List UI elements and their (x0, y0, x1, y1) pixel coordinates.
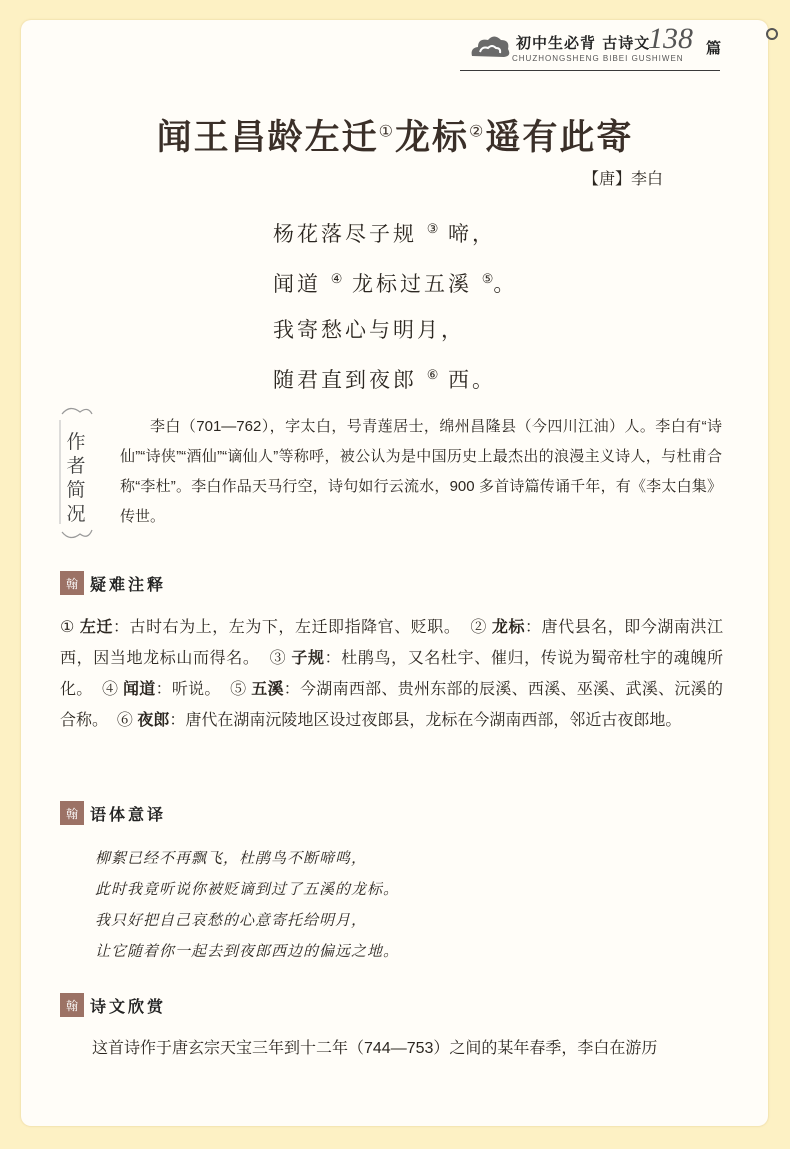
note-ref: ③ (426, 222, 439, 237)
note-num: ③ (269, 650, 287, 667)
note-text: ：唐代县名，即今湖南洪江西，因当地龙标山而得名。 (60, 619, 723, 667)
note-ref: ④ (330, 272, 343, 287)
translation-heading (60, 800, 166, 826)
title-note-ref: ① (378, 121, 395, 141)
note-term: 子规 (291, 650, 325, 667)
appreciation-heading-label: 诗文欣赏 (90, 996, 167, 1016)
translation-line: 此时我竟听说你被贬谪到过了五溪的龙标。 (95, 880, 400, 898)
note-term: 左迁 (79, 619, 113, 636)
title-part: 龙标 (394, 117, 469, 158)
poem-text: 啼， (448, 222, 497, 246)
note-term: 龙标 (491, 619, 526, 636)
side-char: 简 (66, 479, 86, 501)
title-part: 闻王昌龄左迁 (156, 117, 379, 158)
translation-heading-label: 语体意译 (90, 804, 167, 824)
poem-body (273, 207, 517, 403)
author-bio: 李白（701—762），字太白，号青莲居士，绵州昌隆县（今四川江油）人。李白有“诗仙”“诗侠”“酒仙”“谪仙人”等称呼，被公认为是中国历史上最杰出的浪漫主义诗人，与杜甫合称“李杜”。李白作品天马行空，诗句如行云流水，900 多首诗篇传诵千年，有《李太白集》传世。 (120, 418, 722, 525)
notes-heading (60, 570, 166, 596)
note-ref: ⑥ (426, 368, 439, 383)
note-ref: ⑤ (481, 272, 494, 287)
translation-line: 柳絮已经不再飘飞，杜鹃鸟不断啼鸣， (95, 849, 368, 867)
poem-text: 。 (493, 272, 518, 296)
poem-line (273, 353, 517, 403)
poem-text: 杨花落尽子规 (273, 222, 417, 246)
poem-text: 我寄愁心与明月， (273, 318, 465, 342)
title-note-ref: ② (469, 121, 486, 141)
translation-line: 让它随着你一起去到夜郎西边的偏远之地。 (95, 942, 400, 960)
note-term: 五溪 (251, 681, 284, 698)
section-badge-icon: 翰 (60, 993, 84, 1017)
appreciation-body: 这首诗作于唐玄宗天宝三年到十二年（744—753）之间的某年春季，李白在游历 (92, 1040, 658, 1057)
note-num: ⑤ (230, 681, 247, 698)
poem-line (273, 207, 517, 257)
note-text: ：今湖南西部、贵州东部的辰溪、西溪、巫溪、武溪、沅溪的合称。 (60, 681, 723, 729)
poem-line (273, 307, 517, 353)
notes-heading-label: 疑难注释 (90, 574, 167, 594)
poem-text: 闻道 (273, 272, 321, 296)
note-num: ④ (102, 681, 119, 698)
page-header (460, 22, 780, 82)
poem-text: 西。 (448, 368, 497, 392)
note-term: 闻道 (123, 681, 156, 698)
header-dot-icon (766, 28, 778, 40)
series-unit: 篇 (706, 39, 722, 57)
side-label-text (65, 430, 87, 526)
cloud-ornament-icon (468, 30, 512, 64)
note-item (60, 619, 460, 636)
note-item (117, 712, 682, 729)
poem-author: 【唐】李白 (583, 169, 664, 188)
note-text: ：杜鹃鸟，又名杜宇、催归，传说为蜀帝杜宇的魂魄所化。 (60, 650, 723, 698)
section-badge-icon: 翰 (60, 571, 84, 595)
poem-line (273, 257, 517, 307)
appreciation-heading (60, 992, 166, 1018)
poem-text: 随君直到夜郎 (273, 368, 417, 392)
note-num: ② (470, 619, 487, 636)
poem-title (0, 110, 790, 160)
translation-body (95, 843, 399, 967)
series-title: 初中生必背 古诗文 (516, 34, 651, 52)
note-text: ：唐代在湖南沅陵地区设过夜郎县，龙标在今湖南西部，邻近古夜郎地。 (169, 712, 682, 729)
note-term: 夜郎 (137, 712, 170, 729)
section-badge-icon: 翰 (60, 801, 84, 825)
header-rule (460, 70, 720, 71)
title-part: 遥有此寄 (485, 117, 634, 158)
note-item (102, 681, 221, 698)
note-text: ：听说。 (155, 681, 221, 698)
side-char: 作 (66, 431, 86, 453)
translation-line: 我只好把自己哀愁的心意寄托给明月， (95, 911, 368, 929)
author-side-label (58, 402, 100, 542)
series-count: 138 (648, 22, 693, 55)
poem-text: 龙标过五溪 (352, 272, 473, 296)
note-num: ⑥ (116, 712, 133, 729)
side-char: 况 (66, 503, 86, 525)
note-num: ① (60, 619, 75, 636)
notes-body (60, 612, 723, 736)
series-pinyin: CHUZHONGSHENG BIBEI GUSHIWEN (512, 54, 684, 63)
side-char: 者 (66, 455, 86, 477)
note-text: ：古时右为上，左为下，左迁即指降官、贬职。 (112, 619, 461, 636)
